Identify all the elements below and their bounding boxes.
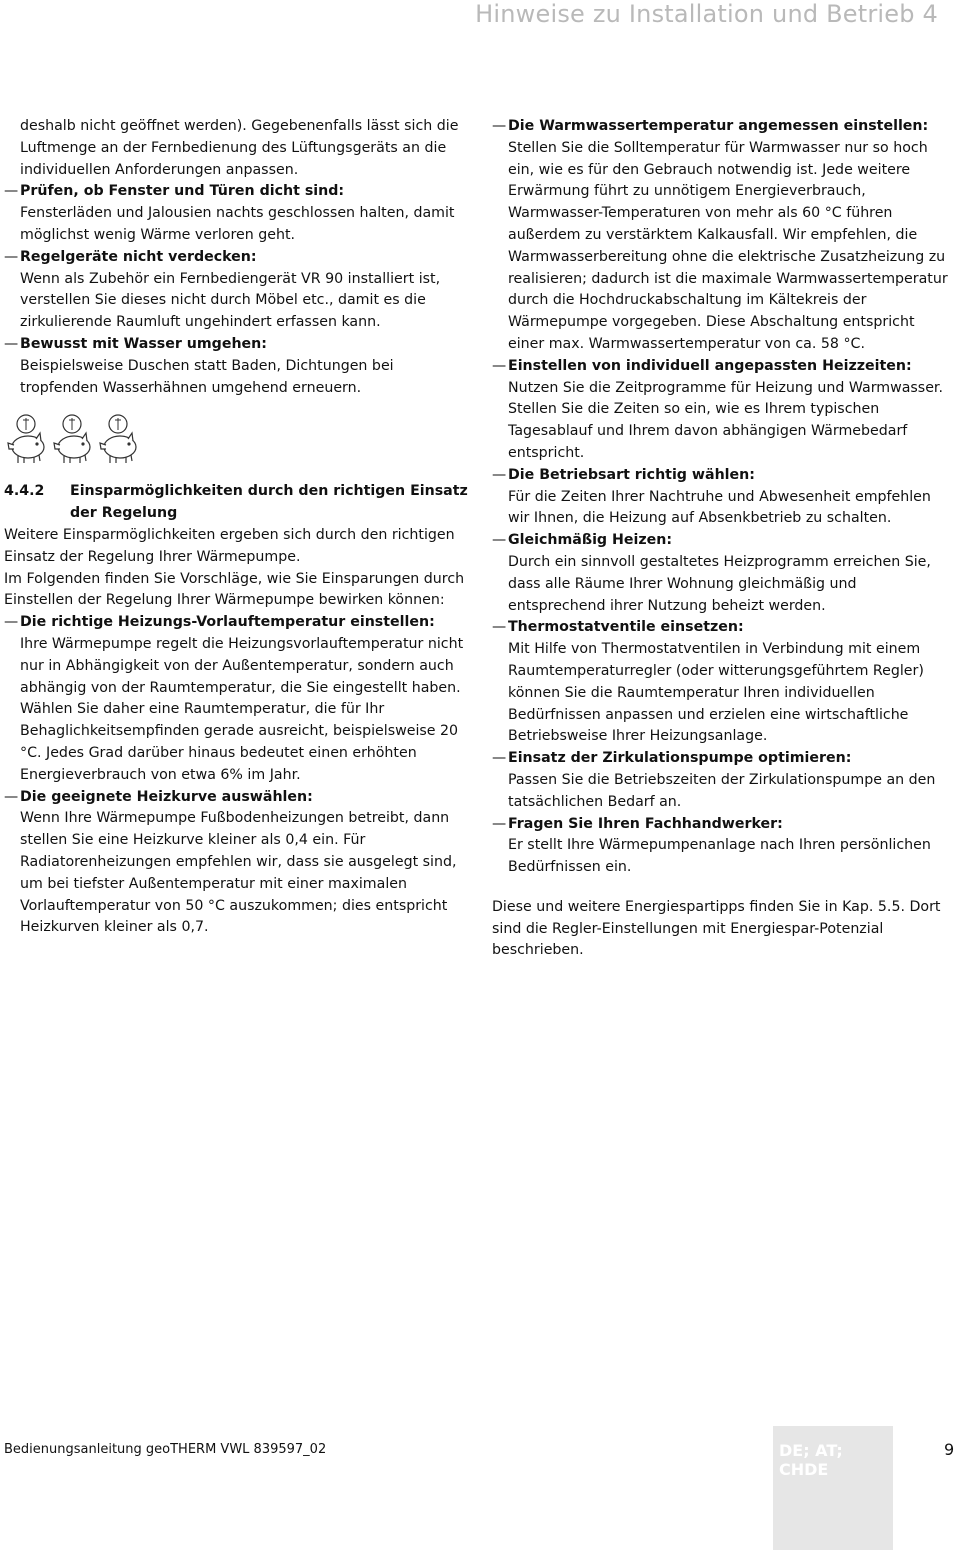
list-item [492,465,954,530]
dash-marker: — [4,183,19,200]
item-heading: Die richtige Heizungs-Vorlauftemperatur einstellen: [20,614,435,631]
item-heading: Bewusst mit Wasser umgehen: [20,335,267,352]
dash-marker: — [4,788,19,805]
dash-marker: — [492,750,507,767]
list-item [4,247,474,334]
item-text: Er stellt Ihre Wärmepumpenanlage nach Ihren persönlichen Bedürfnissen ein. [508,837,931,876]
dash-marker: — [492,619,507,636]
section-title: Einsparmöglichkeiten durch den richtigen Einsatz der Regelung [70,483,468,522]
item-heading: Regelgeräte nicht verdecken: [20,248,257,265]
dash-marker: — [492,466,507,483]
list-item [4,181,474,246]
item-text: Durch ein sinnvoll gestaltetes Heizprogramm erreichen Sie, dass alle Räume Ihrer Wohnung gleichmäßig und entsprechend ihrer Nutzung beheizt werden. [508,553,931,614]
paragraph: Weitere Einsparmöglichkeiten ergeben sich durch den richtigen Einsatz der Regelung Ihrer Wärmepumpe. [4,526,455,565]
item-text: Für die Zeiten Ihrer Nachtruhe und Abwesenheit empfehlen wir Ihnen, die Heizung auf Absenkbetrieb zu schalten. [508,488,931,527]
savings-icons [6,411,474,467]
item-text: Wenn als Zubehör ein Fernbediengerät VR 90 installiert ist, verstellen Sie dieses nicht durch Möbel etc., damit es die zirkulierende Raumluft ungehindert erfassen kann. [20,270,441,331]
closing-paragraph: Diese und weitere Energiespartipps finden Sie in Kap. 5.5. Dort sind die Regler-Einstellungen mit Energiespar-Potenzial beschrieben. [492,898,941,959]
item-heading: Die geeignete Heizkurve auswählen: [20,788,313,805]
piggy-bank-icon [54,415,90,463]
left-column [4,116,474,939]
item-text: Nutzen Sie die Zeitprogramme für Heizung und Warmwasser. Stellen Sie die Zeiten so ein, wie es Ihrem typischen Tagesablauf und Ihrem davon abhängigen Wärmebedarf entspricht. [508,379,943,461]
section-number: 4.4.2 [4,483,45,500]
list-item [492,356,954,465]
intro-paragraph: deshalb nicht geöffnet werden). Gegebenenfalls lässt sich die Luftmenge an der Fernbedienung des Lüftungsgeräts an die individuellen Anforderungen anpassen. [20,118,459,178]
section-heading [4,481,474,525]
list-item [492,617,954,748]
footer-country-box [773,1426,893,1550]
list-item [492,814,954,879]
dash-marker: — [492,532,507,549]
item-heading: Einsatz der Zirkulationspumpe optimieren: [508,750,852,767]
dash-marker: — [4,614,19,631]
dash-marker: — [4,335,19,352]
dash-marker: — [4,248,19,265]
item-text: Stellen Sie die Solltemperatur für Warmwasser nur so hoch ein, wie es für den Gebrauch notwendig ist. Jede weitere Erwärmung führt zu unnötigem Energieverbrauch, Warmwasser-Temperaturen von mehr als 60 °C führen außerdem zu verstärktem Kalkausfall. Wir empfehlen, die Warmwasserbereitung ohne die elektrische Zusatzheizung zu realisieren; dadurch ist die maximale Warmwassertemperatur durch die Hochdruckabschaltung im Kältekreis der Wärmepumpe vorgegeben. Diese Abschaltung entspricht einer max. Warmwassertemperatur von ca. 58 °C. [508,139,948,352]
item-heading: Einstellen von individuell angepassten Heizzeiten: [508,357,912,374]
item-text: Fensterläden und Jalousien nachts geschlossen halten, damit möglichst wenig Wärme verloren geht. [20,205,455,243]
list-item [492,530,954,617]
item-heading: Prüfen, ob Fenster und Türen dicht sind: [20,183,345,200]
list-item [4,612,474,786]
paragraph: Im Folgenden finden Sie Vorschläge, wie Sie Einsparungen durch Einstellen der Regelung Ihrer Wärmepumpe bewirken können: [4,570,465,609]
item-heading: Thermostatventile einsetzen: [508,619,744,636]
piggy-bank-icon [100,415,136,463]
list-item [4,787,474,940]
item-heading: Die Warmwassertemperatur angemessen einstellen: [508,118,929,134]
item-heading: Die Betriebsart richtig wählen: [508,466,755,483]
dash-marker: — [492,118,507,134]
list-item [4,334,474,399]
piggy-bank-icon [8,415,44,463]
list-item [492,748,954,813]
dash-marker: — [492,357,507,374]
dash-marker: — [492,815,507,832]
right-column [492,116,954,962]
item-text: Ihre Wärmepumpe regelt die Heizungsvorlauftemperatur nicht nur in Abhängigkeit von der Außentemperatur, sondern auch abhängig von der Raumtemperatur, die Sie eingestellt haben. Wählen Sie daher eine Raumtemperatur, die für Ihr Behaglichkeitsempfinden gerade ausreicht, beispielsweise 20 °C. Jedes Grad darüber hinaus bedeutet einen erhöhten Energieverbrauch von etwa 6% im Jahr. [20,635,464,783]
item-text: Passen Sie die Betriebszeiten der Zirkulationspumpe an den tatsächlichen Bedarf an. [508,771,936,810]
item-text: Beispielsweise Duschen statt Baden, Dichtungen bei tropfenden Wasserhähnen umgehend erneuern. [20,357,394,396]
list-item [492,116,954,356]
item-heading: Gleichmäßig Heizen: [508,532,673,549]
item-text: Mit Hilfe von Thermostatventilen in Verbindung mit einem Raumtemperaturregler (oder witterungsgeführtem Regler) können Sie die Raumtemperatur Ihren individuellen Bedürfnissen anpassen und erzielen eine wirtschaftliche Betriebsweise Ihrer Heizungsanlage. [508,641,924,745]
page-number: 9 [944,1440,955,1459]
footer-country-codes: DE; AT; CHDE [779,1441,843,1479]
item-text: Wenn Ihre Wärmepumpe Fußbodenheizungen betreibt, dann stellen Sie eine Heizkurve kleiner als 0,4 ein. Für Radiatorenheizungen empfehlen wir, dass sie ausgelegt sind, um bei tiefster Außentemperatur mit einer maximalen Vorlauftemperatur von 50 °C auszukommen; dies entspricht Heizkurven kleiner als 0,7. [20,810,457,936]
piggy-bank-icons-svg [6,411,146,467]
footer-manual-title: Bedienungsanleitung geoTHERM VWL 839597_02 [4,1442,327,1457]
item-heading: Fragen Sie Ihren Fachhandwerker: [508,815,783,832]
page-header-title: Hinweise zu Installation und Betrieb 4 [475,0,938,28]
